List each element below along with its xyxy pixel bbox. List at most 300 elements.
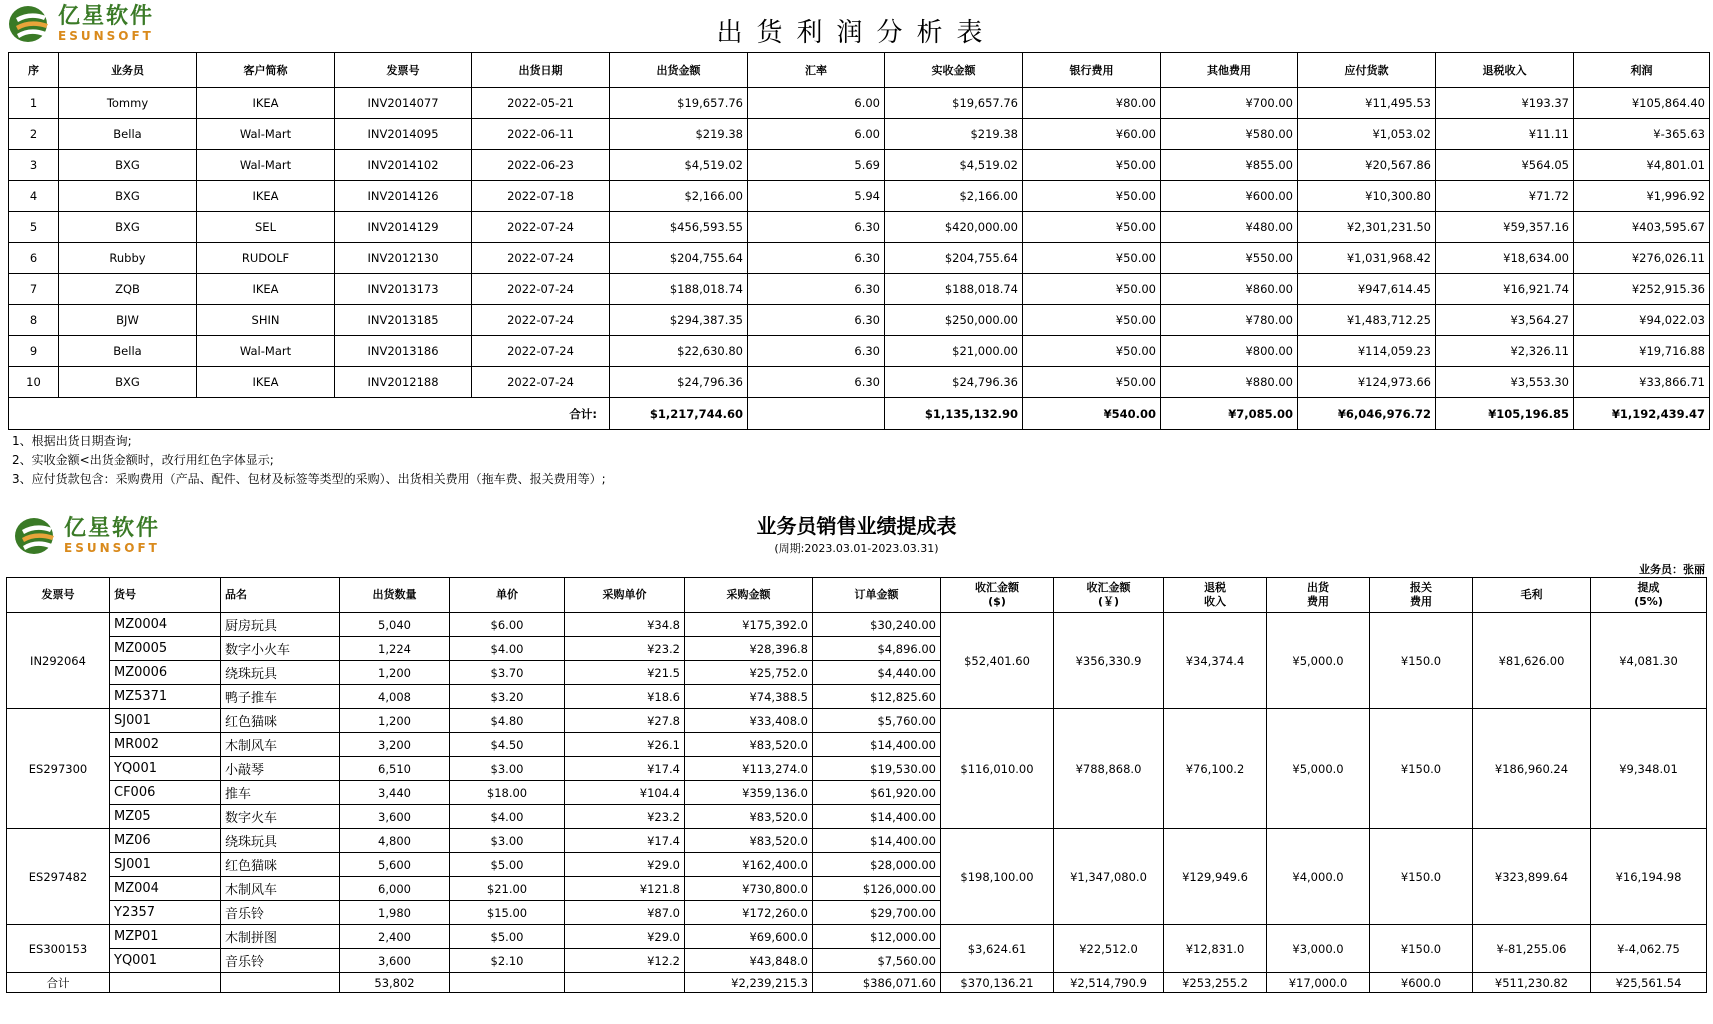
brand-name-cn: 亿星软件 xyxy=(64,516,161,541)
table-cell: $3.20 xyxy=(450,685,565,709)
table-cell: 1,200 xyxy=(340,709,450,733)
column-header: 出货金额 xyxy=(610,53,748,88)
summary-cell: $116,010.00 xyxy=(941,709,1054,829)
table-cell: 5 xyxy=(9,212,59,243)
table-cell: 1,224 xyxy=(340,637,450,661)
column-header: 客户简称 xyxy=(197,53,335,88)
table-cell: BXG xyxy=(59,212,197,243)
table-cell: ¥69,600.0 xyxy=(685,925,813,949)
table-cell: ¥276,026.11 xyxy=(1574,243,1710,274)
report1-title: 出货利润分析表 xyxy=(716,18,997,48)
total-cell: ¥540.00 xyxy=(1023,398,1161,430)
table-cell: INV2013186 xyxy=(335,336,472,367)
table-cell: $3.70 xyxy=(450,661,565,685)
table-cell: BXG xyxy=(59,367,197,398)
table-cell: ¥121.8 xyxy=(565,877,685,901)
table-cell: MR002 xyxy=(110,733,221,757)
table-row xyxy=(9,150,1710,181)
table-cell: ¥172,260.0 xyxy=(685,901,813,925)
table-cell: ¥26.1 xyxy=(565,733,685,757)
table-cell: ¥780.00 xyxy=(1161,305,1298,336)
table-cell: 厨房玩具 xyxy=(221,613,340,637)
table-cell: 6.30 xyxy=(748,274,885,305)
table-cell: 1,200 xyxy=(340,661,450,685)
table-cell: Bella xyxy=(59,119,197,150)
table-cell: 4 xyxy=(9,181,59,212)
table-cell: ¥114,059.23 xyxy=(1298,336,1436,367)
table-cell: ¥105,864.40 xyxy=(1574,88,1710,119)
table-row xyxy=(9,212,1710,243)
table-cell: ¥94,022.03 xyxy=(1574,305,1710,336)
table-cell: 数字火车 xyxy=(221,805,340,829)
table-cell: 2022-07-24 xyxy=(472,367,610,398)
summary-cell: $3,624.61 xyxy=(941,925,1054,973)
table-cell: ¥16,921.74 xyxy=(1436,274,1574,305)
table-cell: $188,018.74 xyxy=(610,274,748,305)
column-header-line: 退税 xyxy=(1204,581,1226,594)
table-cell: $19,657.76 xyxy=(885,88,1023,119)
summary-cell: ¥16,194.98 xyxy=(1591,829,1707,925)
table-cell: ¥74,388.5 xyxy=(685,685,813,709)
summary-cell: ¥788,868.0 xyxy=(1054,709,1164,829)
table-cell: $24,796.36 xyxy=(610,367,748,398)
table-cell: SJ001 xyxy=(110,709,221,733)
table-cell: $2,166.00 xyxy=(885,181,1023,212)
table-cell: RUDOLF xyxy=(197,243,335,274)
table-cell: ¥17.4 xyxy=(565,829,685,853)
table-cell: 2,400 xyxy=(340,925,450,949)
table-cell: ¥11.11 xyxy=(1436,119,1574,150)
table-cell: BXG xyxy=(59,150,197,181)
table-cell: ¥23.2 xyxy=(565,805,685,829)
table-cell: SHIN xyxy=(197,305,335,336)
table-cell: Wal-Mart xyxy=(197,336,335,367)
table-cell: ¥80.00 xyxy=(1023,88,1161,119)
column-header xyxy=(1591,578,1707,613)
table-cell: ¥2,301,231.50 xyxy=(1298,212,1436,243)
total-cell: ¥2,514,790.9 xyxy=(1054,973,1164,993)
brand-name-cn: 亿星软件 xyxy=(58,4,155,29)
table-cell: $21.00 xyxy=(450,877,565,901)
table-cell: ¥50.00 xyxy=(1023,336,1161,367)
table-cell: $3.00 xyxy=(450,829,565,853)
table-cell: 4,008 xyxy=(340,685,450,709)
table-cell: 2022-07-24 xyxy=(472,305,610,336)
table-cell: INV2014129 xyxy=(335,212,472,243)
table-cell: 木制拼图 xyxy=(221,925,340,949)
column-header xyxy=(941,578,1054,613)
table-cell: 4,800 xyxy=(340,829,450,853)
column-header-line: 费用 xyxy=(1307,595,1329,608)
table-cell: $188,018.74 xyxy=(885,274,1023,305)
table-cell: ¥43,848.0 xyxy=(685,949,813,973)
total-cell: $1,217,744.60 xyxy=(610,398,748,430)
total-label: 合计 xyxy=(7,973,110,993)
summary-cell: ¥150.0 xyxy=(1370,709,1473,829)
summary-cell: ¥81,626.00 xyxy=(1473,613,1591,709)
table-cell: INV2012188 xyxy=(335,367,472,398)
summary-cell: ¥22,512.0 xyxy=(1054,925,1164,973)
total-row xyxy=(7,973,1707,993)
table-cell: YQ001 xyxy=(110,949,221,973)
table-cell: ¥25,752.0 xyxy=(685,661,813,685)
table-cell: Rubby xyxy=(59,243,197,274)
table-cell: ¥29.0 xyxy=(565,925,685,949)
column-header-line: (￥) xyxy=(1097,595,1120,608)
table-cell: ¥580.00 xyxy=(1161,119,1298,150)
table-cell: 2 xyxy=(9,119,59,150)
summary-cell: $52,401.60 xyxy=(941,613,1054,709)
table-header-row xyxy=(9,53,1710,88)
column-header xyxy=(450,578,565,613)
table-cell: 音乐铃 xyxy=(221,901,340,925)
table-cell: Bella xyxy=(59,336,197,367)
table-cell: ¥50.00 xyxy=(1023,243,1161,274)
table-cell: 6 xyxy=(9,243,59,274)
summary-cell: ¥-4,062.75 xyxy=(1591,925,1707,973)
table-cell: 6,000 xyxy=(340,877,450,901)
table-cell: $14,400.00 xyxy=(813,805,941,829)
summary-cell: $198,100.00 xyxy=(941,829,1054,925)
table-cell: 6.30 xyxy=(748,243,885,274)
profit-analysis-table xyxy=(8,52,1710,430)
table-cell: $61,920.00 xyxy=(813,781,941,805)
column-header-line: 毛利 xyxy=(1520,588,1543,601)
table-cell: ¥33,408.0 xyxy=(685,709,813,733)
column-header-line: 出货 xyxy=(1307,581,1329,594)
table-cell: 6.00 xyxy=(748,88,885,119)
report2-period: (周期:2023.03.01-2023.03.31) xyxy=(774,542,939,555)
table-cell: 小敲琴 xyxy=(221,757,340,781)
total-cell: ¥7,085.00 xyxy=(1161,398,1298,430)
table-cell: 9 xyxy=(9,336,59,367)
total-cell: 53,802 xyxy=(340,973,450,993)
column-header: 序 xyxy=(9,53,59,88)
table-cell: ¥564.05 xyxy=(1436,150,1574,181)
table-row xyxy=(7,709,1707,733)
table-cell: $4,519.02 xyxy=(885,150,1023,181)
table-cell: $4.00 xyxy=(450,805,565,829)
table-row xyxy=(9,243,1710,274)
summary-cell: ¥3,000.0 xyxy=(1267,925,1370,973)
table-row xyxy=(7,925,1707,949)
table-cell: ¥50.00 xyxy=(1023,181,1161,212)
table-cell: 3,600 xyxy=(340,949,450,973)
column-header xyxy=(1054,578,1164,613)
table-cell: $126,000.00 xyxy=(813,877,941,901)
table-cell: ¥60.00 xyxy=(1023,119,1161,150)
note-line: 3、应付货款包含：采购费用（产品、配件、包材及标签等类型的采购）、出货相关费用（拖车费、报关费用等）; xyxy=(12,472,606,486)
table-row xyxy=(7,829,1707,853)
total-cell: ¥105,196.85 xyxy=(1436,398,1574,430)
column-header: 发票号 xyxy=(335,53,472,88)
column-header-line: 收汇金额 xyxy=(1086,581,1131,594)
table-cell: 2022-07-24 xyxy=(472,336,610,367)
table-cell: 8 xyxy=(9,305,59,336)
table-cell: $30,240.00 xyxy=(813,613,941,637)
table-cell: ¥19,716.88 xyxy=(1574,336,1710,367)
table-cell: ¥27.8 xyxy=(565,709,685,733)
table-cell: ¥104.4 xyxy=(565,781,685,805)
table-cell: ¥3,553.30 xyxy=(1436,367,1574,398)
table-cell: INV2014095 xyxy=(335,119,472,150)
table-cell: INV2013185 xyxy=(335,305,472,336)
table-cell: INV2012130 xyxy=(335,243,472,274)
table-cell: $21,000.00 xyxy=(885,336,1023,367)
table-cell: ¥880.00 xyxy=(1161,367,1298,398)
table-cell: 10 xyxy=(9,367,59,398)
table-cell: ¥730,800.0 xyxy=(685,877,813,901)
column-header-line: 采购单价 xyxy=(602,588,647,601)
table-cell: Tommy xyxy=(59,88,197,119)
table-cell: 绕珠玩具 xyxy=(221,661,340,685)
table-cell: ¥700.00 xyxy=(1161,88,1298,119)
table-cell: ¥403,595.67 xyxy=(1574,212,1710,243)
table-row xyxy=(7,613,1707,637)
table-cell: 绕珠玩具 xyxy=(221,829,340,853)
table-cell: 2022-07-24 xyxy=(472,243,610,274)
table-cell: YQ001 xyxy=(110,757,221,781)
table-row xyxy=(9,88,1710,119)
table-cell: ¥1,483,712.25 xyxy=(1298,305,1436,336)
total-cell: ¥17,000.0 xyxy=(1267,973,1370,993)
column-header xyxy=(1267,578,1370,613)
column-header-line: 报关 xyxy=(1410,581,1432,594)
total-cell xyxy=(110,973,221,993)
table-cell: $219.38 xyxy=(610,119,748,150)
table-cell: 6.30 xyxy=(748,212,885,243)
salesperson-label: 业务员：张丽 xyxy=(1639,563,1705,576)
table-cell: 数字小火车 xyxy=(221,637,340,661)
invoice-cell: IN292064 xyxy=(7,613,110,709)
table-cell: ¥71.72 xyxy=(1436,181,1574,212)
table-cell: IKEA xyxy=(197,88,335,119)
invoice-cell: ES300153 xyxy=(7,925,110,973)
table-cell: $4.00 xyxy=(450,637,565,661)
table-cell: ¥18.6 xyxy=(565,685,685,709)
table-cell: BXG xyxy=(59,181,197,212)
table-cell: ¥50.00 xyxy=(1023,367,1161,398)
note-line: 1、根据出货日期查询; xyxy=(12,434,132,448)
column-header-line: 提成 xyxy=(1637,581,1660,594)
table-cell: SJ001 xyxy=(110,853,221,877)
table-cell: ¥1,996.92 xyxy=(1574,181,1710,212)
invoice-cell: ES297300 xyxy=(7,709,110,829)
table-cell: $219.38 xyxy=(885,119,1023,150)
table-cell: 2022-05-21 xyxy=(472,88,610,119)
total-cell: $1,135,132.90 xyxy=(885,398,1023,430)
note-line: 2、实收金额<出货金额时，改行用红色字体显示; xyxy=(12,453,274,467)
table-cell: MZ0005 xyxy=(110,637,221,661)
table-cell: MZ06 xyxy=(110,829,221,853)
total-cell xyxy=(450,973,565,993)
table-cell: 7 xyxy=(9,274,59,305)
summary-cell: ¥12,831.0 xyxy=(1164,925,1267,973)
table-cell: ¥20,567.86 xyxy=(1298,150,1436,181)
table-cell: Wal-Mart xyxy=(197,119,335,150)
table-cell: 6,510 xyxy=(340,757,450,781)
total-cell: ¥1,192,439.47 xyxy=(1574,398,1710,430)
summary-cell: ¥129,949.6 xyxy=(1164,829,1267,925)
table-cell: 5,600 xyxy=(340,853,450,877)
invoice-cell: ES297482 xyxy=(7,829,110,925)
table-row xyxy=(9,274,1710,305)
table-cell: $5.00 xyxy=(450,925,565,949)
column-header xyxy=(340,578,450,613)
table-cell: $14,400.00 xyxy=(813,733,941,757)
summary-cell: ¥34,374.4 xyxy=(1164,613,1267,709)
report-notes xyxy=(12,432,606,489)
table-cell: ZQB xyxy=(59,274,197,305)
brand-name-en: ESUNSOFT xyxy=(58,29,154,43)
table-cell: Wal-Mart xyxy=(197,150,335,181)
summary-cell: ¥150.0 xyxy=(1370,613,1473,709)
table-cell: INV2013173 xyxy=(335,274,472,305)
table-cell: MZ5371 xyxy=(110,685,221,709)
total-cell: ¥2,239,215.3 xyxy=(685,973,813,993)
column-header-line: 订单金额 xyxy=(854,588,899,601)
column-header xyxy=(110,578,221,613)
table-cell: ¥252,915.36 xyxy=(1574,274,1710,305)
total-row xyxy=(9,398,1710,430)
table-cell: ¥34.8 xyxy=(565,613,685,637)
table-cell: $456,593.55 xyxy=(610,212,748,243)
table-cell: MZP01 xyxy=(110,925,221,949)
table-row xyxy=(9,181,1710,212)
table-cell: 6.30 xyxy=(748,305,885,336)
column-header-line: 收入 xyxy=(1204,595,1226,608)
column-header-line: 采购金额 xyxy=(726,588,771,601)
table-cell: ¥50.00 xyxy=(1023,212,1161,243)
table-cell: 3,440 xyxy=(340,781,450,805)
table-cell: $5,760.00 xyxy=(813,709,941,733)
table-cell: ¥18,634.00 xyxy=(1436,243,1574,274)
total-cell xyxy=(748,398,885,430)
column-header-line: 费用 xyxy=(1410,595,1432,608)
table-cell: $4.50 xyxy=(450,733,565,757)
table-cell: $250,000.00 xyxy=(885,305,1023,336)
table-cell: ¥193.37 xyxy=(1436,88,1574,119)
column-header xyxy=(685,578,813,613)
table-cell: ¥23.2 xyxy=(565,637,685,661)
commission-table xyxy=(6,577,1707,993)
table-cell: INV2014126 xyxy=(335,181,472,212)
table-cell: BJW xyxy=(59,305,197,336)
summary-cell: ¥4,081.30 xyxy=(1591,613,1707,709)
table-cell: $7,560.00 xyxy=(813,949,941,973)
table-cell: $294,387.35 xyxy=(610,305,748,336)
column-header: 出货日期 xyxy=(472,53,610,88)
column-header: 其他费用 xyxy=(1161,53,1298,88)
table-cell: ¥83,520.0 xyxy=(685,829,813,853)
table-cell: ¥4,801.01 xyxy=(1574,150,1710,181)
table-cell: MZ0006 xyxy=(110,661,221,685)
summary-cell: ¥150.0 xyxy=(1370,925,1473,973)
table-cell: 2022-07-18 xyxy=(472,181,610,212)
column-header xyxy=(1473,578,1591,613)
table-cell: 音乐铃 xyxy=(221,949,340,973)
column-header: 业务员 xyxy=(59,53,197,88)
total-cell: $370,136.21 xyxy=(941,973,1054,993)
table-cell: 2022-06-11 xyxy=(472,119,610,150)
total-cell: ¥6,046,976.72 xyxy=(1298,398,1436,430)
table-cell: ¥124,973.66 xyxy=(1298,367,1436,398)
table-cell: ¥87.0 xyxy=(565,901,685,925)
column-header-line: 品名 xyxy=(225,588,247,601)
table-cell: $19,657.76 xyxy=(610,88,748,119)
table-cell: ¥3,564.27 xyxy=(1436,305,1574,336)
total-cell: ¥253,255.2 xyxy=(1164,973,1267,993)
table-cell: ¥162,400.0 xyxy=(685,853,813,877)
table-cell: SEL xyxy=(197,212,335,243)
table-cell: 2022-07-24 xyxy=(472,212,610,243)
table-cell: ¥860.00 xyxy=(1161,274,1298,305)
table-cell: 木制风车 xyxy=(221,877,340,901)
table-cell: $15.00 xyxy=(450,901,565,925)
total-cell xyxy=(221,973,340,993)
table-cell: ¥600.00 xyxy=(1161,181,1298,212)
table-cell: ¥50.00 xyxy=(1023,305,1161,336)
table-cell: ¥1,053.02 xyxy=(1298,119,1436,150)
table-cell: $19,530.00 xyxy=(813,757,941,781)
table-cell: ¥1,031,968.42 xyxy=(1298,243,1436,274)
table-row xyxy=(9,336,1710,367)
table-cell: INV2014077 xyxy=(335,88,472,119)
table-cell: ¥12.2 xyxy=(565,949,685,973)
table-cell: $28,000.00 xyxy=(813,853,941,877)
summary-cell: ¥186,960.24 xyxy=(1473,709,1591,829)
table-cell: $14,400.00 xyxy=(813,829,941,853)
column-header xyxy=(565,578,685,613)
table-cell: MZ05 xyxy=(110,805,221,829)
column-header xyxy=(221,578,340,613)
table-cell: ¥947,614.45 xyxy=(1298,274,1436,305)
table-cell: ¥11,495.53 xyxy=(1298,88,1436,119)
table-cell: IKEA xyxy=(197,367,335,398)
table-cell: 2022-07-24 xyxy=(472,274,610,305)
table-cell: $6.00 xyxy=(450,613,565,637)
table-cell: ¥550.00 xyxy=(1161,243,1298,274)
column-header-line: 出货数量 xyxy=(372,588,417,601)
table-cell: 推车 xyxy=(221,781,340,805)
table-cell: ¥800.00 xyxy=(1161,336,1298,367)
table-cell: ¥113,274.0 xyxy=(685,757,813,781)
column-header: 利润 xyxy=(1574,53,1710,88)
table-row xyxy=(9,119,1710,150)
table-cell: CF006 xyxy=(110,781,221,805)
table-cell: ¥28,396.8 xyxy=(685,637,813,661)
table-cell: 6.30 xyxy=(748,367,885,398)
table-cell: 鸭子推车 xyxy=(221,685,340,709)
summary-cell: ¥-81,255.06 xyxy=(1473,925,1591,973)
table-cell: 2022-06-23 xyxy=(472,150,610,181)
table-cell: ¥17.4 xyxy=(565,757,685,781)
column-header: 汇率 xyxy=(748,53,885,88)
column-header xyxy=(1164,578,1267,613)
table-cell: 6.30 xyxy=(748,336,885,367)
table-cell: MZ0004 xyxy=(110,613,221,637)
total-cell: ¥600.0 xyxy=(1370,973,1473,993)
column-header-line: (5%) xyxy=(1634,595,1663,608)
table-cell: INV2014102 xyxy=(335,150,472,181)
table-cell: 红色猫咪 xyxy=(221,853,340,877)
table-cell: ¥175,392.0 xyxy=(685,613,813,637)
table-cell: 6.00 xyxy=(748,119,885,150)
table-cell: ¥10,300.80 xyxy=(1298,181,1436,212)
table-cell: ¥83,520.0 xyxy=(685,805,813,829)
table-row xyxy=(9,367,1710,398)
table-cell: 3,600 xyxy=(340,805,450,829)
